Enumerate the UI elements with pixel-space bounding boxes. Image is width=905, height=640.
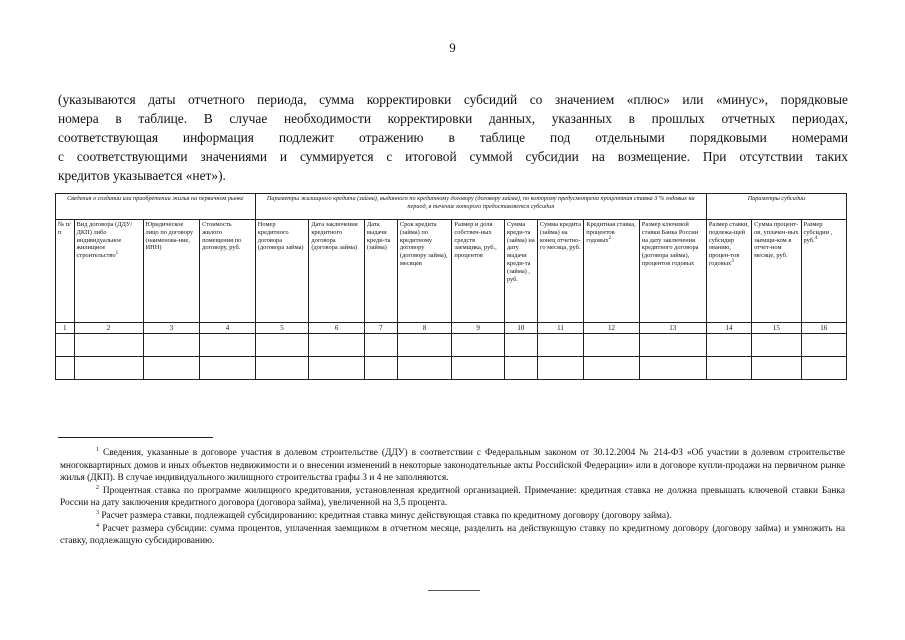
column-number: 9 — [452, 323, 505, 334]
footnote-mark: 2 — [96, 484, 99, 491]
empty-cell — [397, 334, 452, 357]
column-number: 13 — [639, 323, 706, 334]
column-header: Сумма кредита (займа) на конец отчетно-го месяца, руб. — [537, 220, 583, 323]
column-number: 5 — [255, 323, 309, 334]
column-header: Дата выдачи креди-та (займа) — [364, 220, 397, 323]
empty-cell — [706, 357, 751, 380]
group-header-loan-params: Параметры жилищного кредита (займа), выданного по кредитному договору (договору займа), по которому предусмотрена процентная ставка 3 % годовых на период, в течение которого предоставляется субсидия — [255, 194, 706, 220]
column-number: 7 — [364, 323, 397, 334]
footnote-1: $^1$ Сведения, указанные в договоре участия в долевом строительстве (ДДУ) в соответствии с Федеральным законом от 30.12.2004 № 214-ФЗ «Об участии в долевом строительстве многоквартирных домов и иных объектов недвижимости и о внесении изменений в некоторые законодательные акты Российской Федерации» или в договоре купли-продажи на первичном рынке жилья (ДКП). В случае индивидуального жилищного строительства графы 3 и 4 не заполняются. — [60, 446, 845, 484]
column-header: Кредитная ставка, процентов годовых$^2$ — [584, 220, 640, 323]
empty-cell — [504, 357, 537, 380]
column-header: Вид договора (ДДУ/ДКП) либо индивидуальное жилищное строительство$^1$ — [74, 220, 143, 323]
empty-cell — [801, 334, 846, 357]
column-header: Сумма креди-та (займа) на дату выдачи креди-та (займа) , руб. — [504, 220, 537, 323]
column-header: Сумма процент-ов, уплачен-ных заемщи-ком в отчет-ном месяце, руб. — [752, 220, 801, 323]
intro-paragraph — [58, 90, 848, 185]
group-header-subsidy-params: Параметры субсидии — [706, 194, 846, 220]
column-number: 12 — [584, 323, 640, 334]
empty-cell — [56, 334, 75, 357]
column-number: 10 — [504, 323, 537, 334]
footnotes — [60, 447, 845, 548]
column-header: Размер ключевой ставки Банка России на дату заключения кредитного договора (договора займа), процентов годовых — [639, 220, 706, 323]
column-number-row — [56, 323, 847, 334]
empty-cell — [452, 357, 505, 380]
empty-cell — [537, 357, 583, 380]
intro-line: кредитов указывается «нет»). — [58, 168, 226, 183]
column-number: 4 — [200, 323, 256, 334]
column-header: Размер ставки, подлежа-щей субсидир ованию, процен-тов годовых$^3$ — [706, 220, 751, 323]
empty-cell — [584, 357, 640, 380]
empty-cell — [504, 334, 537, 357]
empty-cell — [752, 357, 801, 380]
empty-cell — [537, 334, 583, 357]
column-header: Размер субсидии , руб.$^4$ — [801, 220, 846, 323]
empty-cell — [801, 357, 846, 380]
intro-line: номера в таблице. В случае необходимости корректировки данных, указанных в прошлых отчетных периодах, — [58, 111, 848, 126]
column-header: № п/ п — [56, 220, 75, 323]
column-header-row — [56, 220, 847, 323]
column-header: Номер кредитного договора (договора займа) — [255, 220, 309, 323]
empty-cell — [255, 334, 309, 357]
column-header: Срок кредита (займа) по кредитному договору (договору займа), месяцев — [397, 220, 452, 323]
empty-cell — [143, 357, 200, 380]
column-header: Юридическое лицо по договору (наименова-ние, ИНН) — [143, 220, 200, 323]
table-row — [56, 334, 847, 357]
table-row — [56, 357, 847, 380]
empty-cell — [364, 334, 397, 357]
empty-cell — [584, 334, 640, 357]
intro-line: соответствующая информация подлежит отражению в таблице под отдельными порядковыми номерами — [58, 130, 848, 145]
empty-cell — [200, 334, 256, 357]
empty-cell — [74, 334, 143, 357]
empty-cell — [639, 334, 706, 357]
column-header: Размер и доля собствен-ных средств заемщика, руб., процентов — [452, 220, 505, 323]
group-header-acquisition: Сведения о создании или приобретении жилья на первичном рынке — [56, 194, 256, 220]
column-header: Дата заключения кредитного договора (договора займа) — [309, 220, 365, 323]
column-number: 14 — [706, 323, 751, 334]
empty-cell — [452, 334, 505, 357]
footnote-mark: 4 — [96, 522, 99, 529]
footnote-separator — [58, 437, 213, 438]
page-number: 9 — [449, 40, 456, 55]
column-number: 1 — [56, 323, 75, 334]
empty-cell — [752, 334, 801, 357]
intro-line: (указываются даты отчетного периода, сумма корректировки субсидий со значением «плюс» или «минус», порядковые — [58, 92, 848, 107]
column-number: 11 — [537, 323, 583, 334]
footnote-4: $^4$ Расчет размера субсидии: сумма процентов, уплаченная заемщиком в отчетном месяце, разделить на действующую ставку по кредитному договору (договору займа) и умножить на ставку, подлежащую субсидированию. — [60, 522, 845, 547]
empty-cell — [143, 334, 200, 357]
footnote-mark: 3 — [96, 509, 99, 516]
empty-cell — [255, 357, 309, 380]
empty-cell — [397, 357, 452, 380]
empty-cell — [74, 357, 143, 380]
footnote-3: $^3$ Расчет размера ставки, подлежащей субсидированию: кредитная ставка минус действующая ставка по кредитному договору (договору займа). — [96, 509, 672, 521]
empty-cell — [309, 334, 365, 357]
end-separator — [428, 590, 480, 591]
column-number: 16 — [801, 323, 846, 334]
subsidy-report-table — [55, 193, 847, 380]
empty-cell — [56, 357, 75, 380]
empty-cell — [639, 357, 706, 380]
empty-cell — [364, 357, 397, 380]
footnote-2: $^2$ Процентная ставка по программе жилищного кредитования, установленная кредитной организацией. Примечание: кредитная ставка не должна превышать ключевой ставки Банка России на дату заключения кредитного договора (договора займа), увеличенной на 3,5 процента. — [60, 484, 846, 509]
column-number: 6 — [309, 323, 365, 334]
empty-cell — [706, 334, 751, 357]
column-number: 2 — [74, 323, 143, 334]
column-number: 8 — [397, 323, 452, 334]
footnote-mark: 1 — [96, 446, 99, 453]
empty-cell — [309, 357, 365, 380]
empty-cell — [200, 357, 256, 380]
column-number: 3 — [143, 323, 200, 334]
column-number: 15 — [752, 323, 801, 334]
intro-line: с соответствующими значениями и суммируется с итоговой суммой субсидии на возмещение. При отсутствии таких — [58, 149, 848, 164]
group-header-row — [56, 194, 847, 220]
column-header: Стоимость жилого помещения по договору, руб. — [200, 220, 256, 323]
